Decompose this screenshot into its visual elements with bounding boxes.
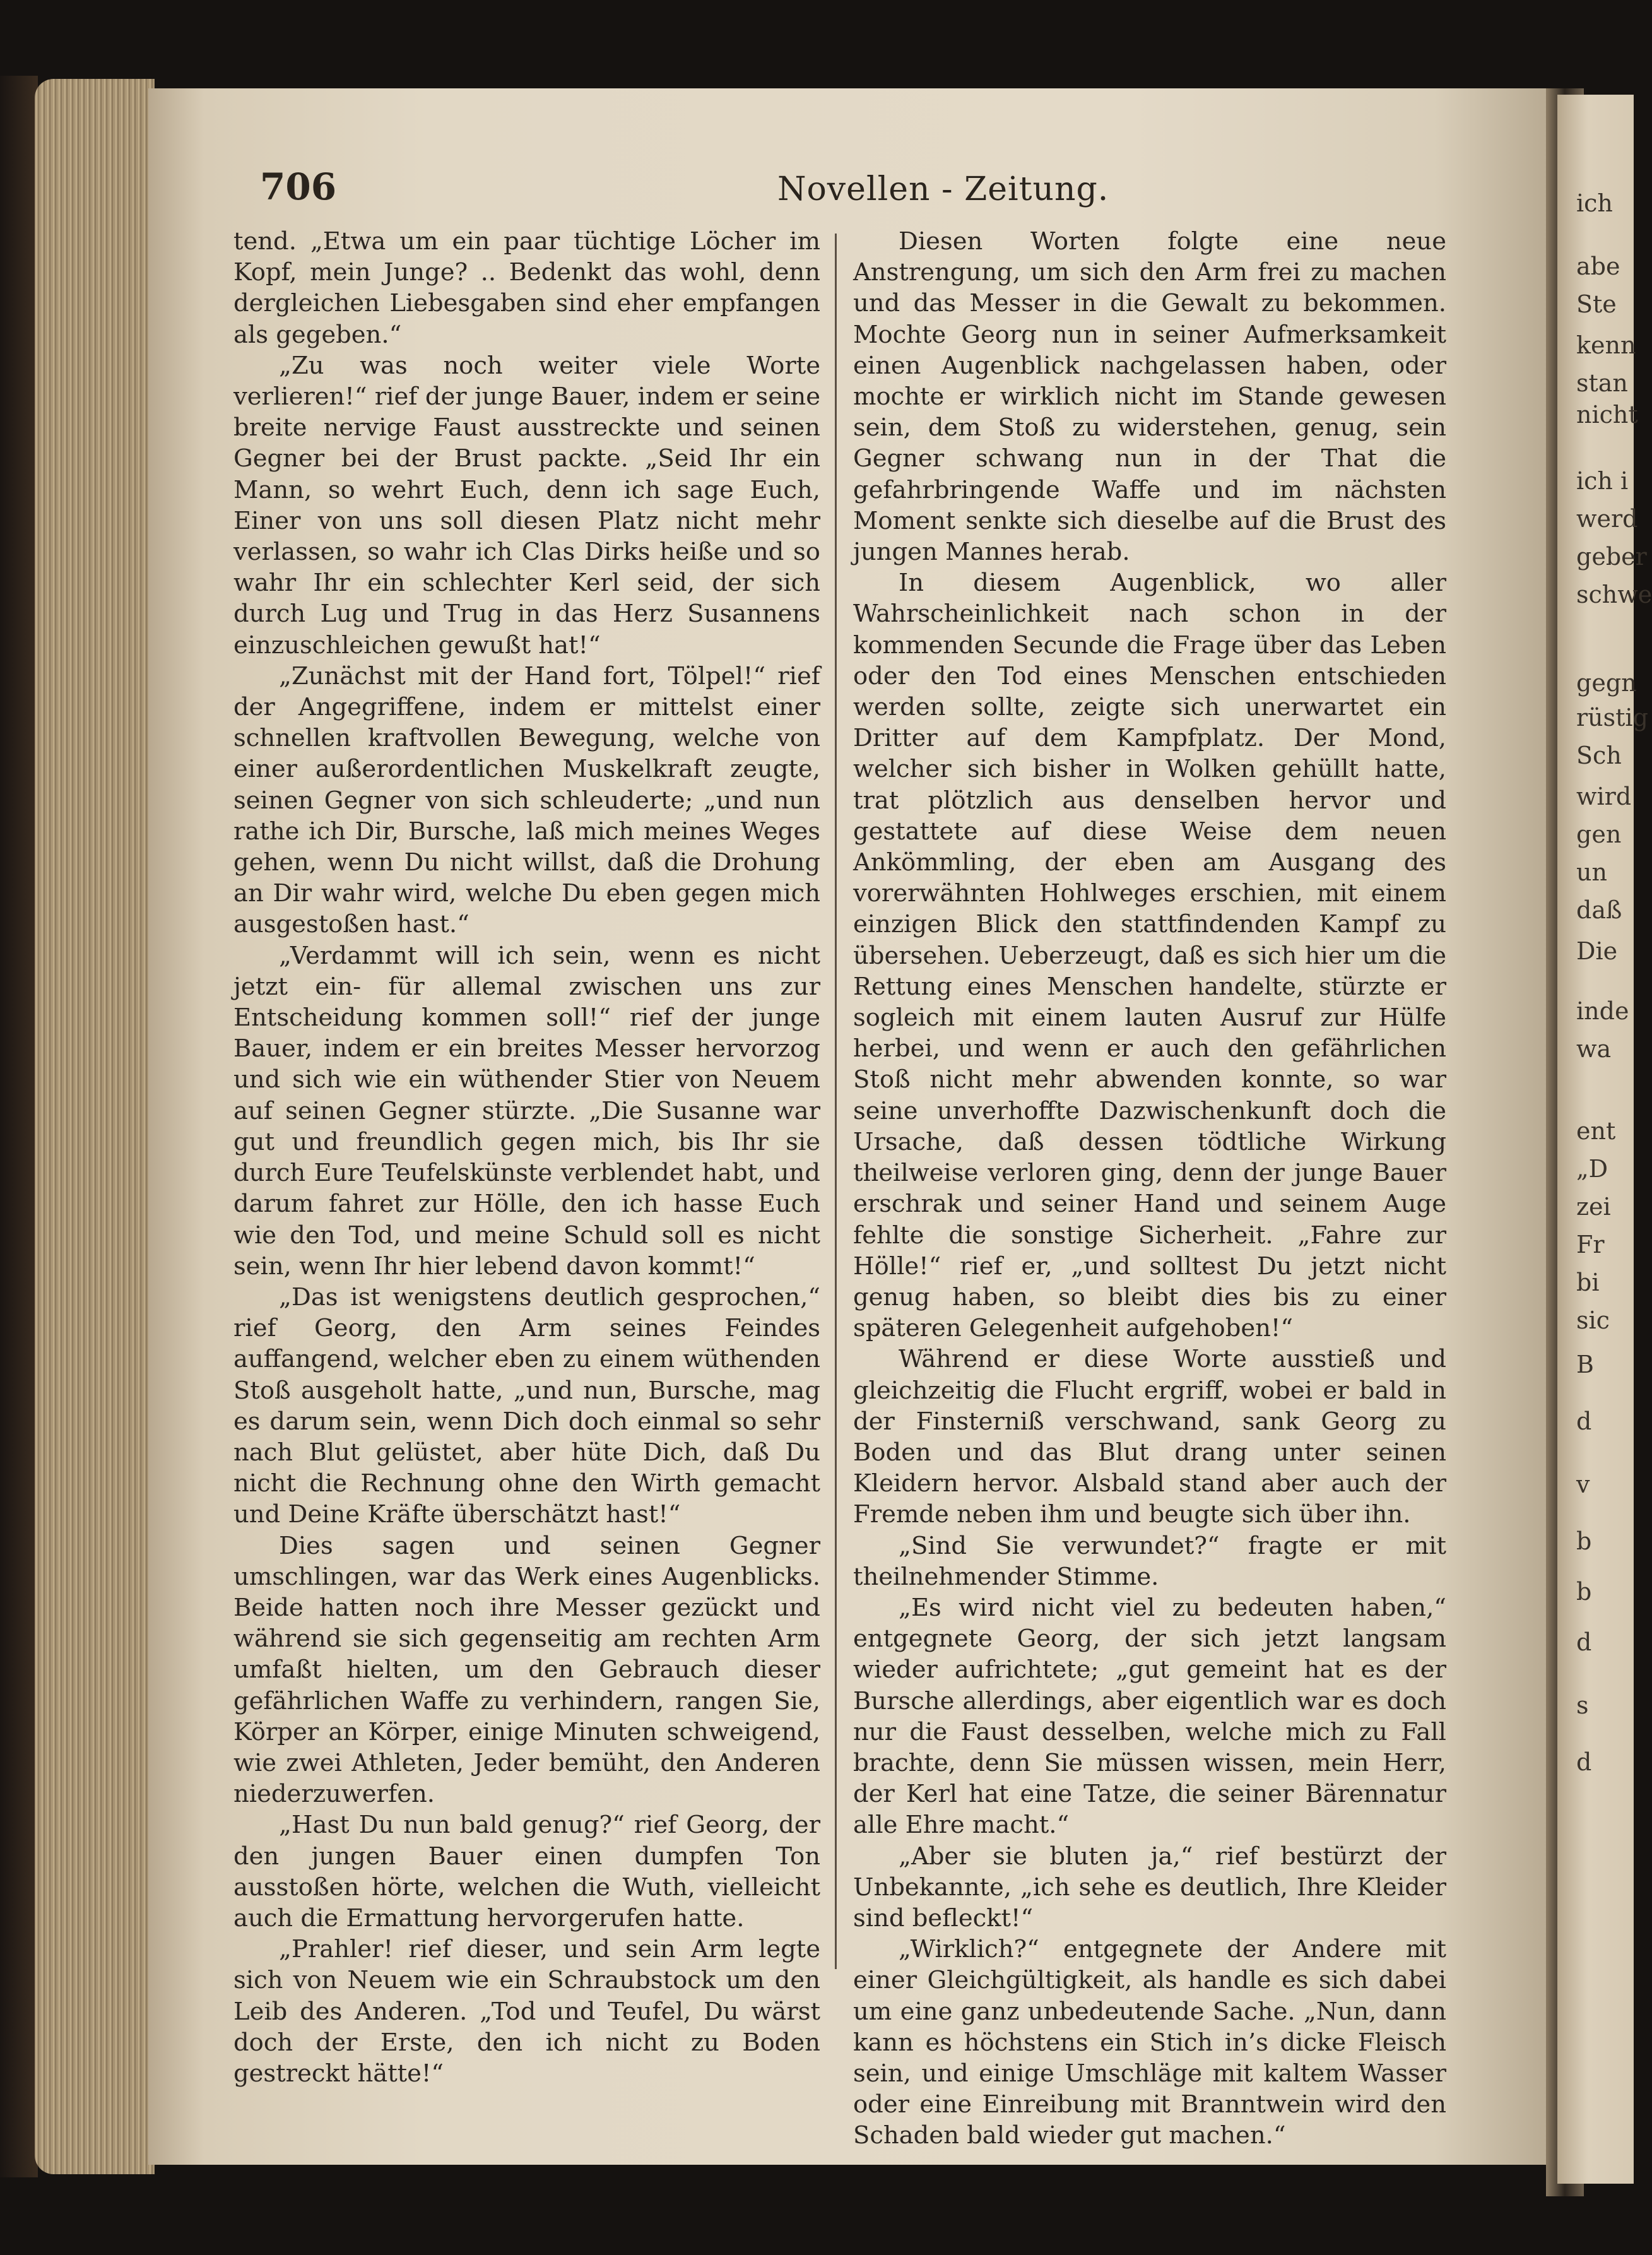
facing-page-fragment: kenn	[1576, 331, 1636, 359]
facing-page	[1557, 95, 1652, 2184]
column-divider	[835, 234, 837, 1969]
facing-page-fragment: nicht	[1576, 401, 1638, 429]
page-header	[260, 165, 1459, 216]
paragraph: „Zu was noch weiter viele Worte verlieren!“ rief der junge Bauer, indem er seine breite nervige Faust ausstreckte und seinen Gegner bei der Brust packte. „Seid Ihr ein Mann, so wehrt Euch, denn ich sage Euch, Einer von uns soll diesen Platz nicht mehr verlassen, so wahr ich Clas Dirks heiße und so wahr Ihr ein schlechter Kerl seid, der sich durch Lug und Trug in das Herz Susannens einzuschleichen gewußt hat!“	[233, 351, 820, 660]
facing-page-fragment: sic	[1576, 1306, 1610, 1334]
paragraph: „Zunächst mit der Hand fort, Tölpel!“ rief der Angegriffene, indem er mittelst einer schnellen kraftvollen Bewegung, welche von einer außerordentlichen Muskelkraft zeugte, seinen Gegner von sich schleuderte; „und nun rathe ich Dir, Bursche, laß mich meines Weges gehen, wenn Du nicht willst, daß die Drohung an Dir wahr wird, welche Du eben gegen mich ausgestoßen hast.“	[233, 661, 820, 939]
facing-page-fragment: schwe	[1576, 581, 1652, 608]
paragraph: „Das ist wenigstens deutlich gesprochen,“ rief Georg, den Arm seines Feindes auffangend, welcher eben zu einem wüthenden Stoß ausgeholt hatte, „und nun, Bursche, mag es darum sein, wenn Dich doch einmal so sehr nach Blut gelüstet, aber hüte Dich, daß Du nicht die Rechnung ohne den Wirth gemacht und Deine Kräfte überschätzt hast!“	[233, 1282, 820, 1529]
facing-page-fragment: ich i	[1576, 467, 1629, 495]
facing-page-fragment: daß	[1576, 896, 1622, 924]
facing-page-fragment: wa	[1576, 1035, 1612, 1063]
text-column-left	[233, 226, 820, 2089]
paragraph: „Sind Sie verwundet?“ fragte er mit theilnehmender Stimme.	[853, 1531, 1446, 1591]
facing-page-fragment: ich	[1576, 189, 1613, 217]
facing-page-fragment: Ste	[1576, 290, 1617, 318]
facing-page-fragment: un	[1576, 858, 1607, 886]
paragraph: „Prahler! rief dieser, und sein Arm legte sich von Neuem wie ein Schraubstock um den Leib des Anderen. „Tod und Teufel, Du wärst doch der Erste, den ich nicht zu Boden gestreckt hätte!“	[233, 1935, 820, 2088]
facing-page-fragment: bi	[1576, 1269, 1600, 1296]
facing-page-fragment: geber	[1576, 543, 1647, 571]
facing-page-fragment: d	[1576, 1628, 1592, 1656]
running-title: Novellen - Zeitung.	[777, 170, 1109, 208]
facing-page-fragment: b	[1576, 1578, 1592, 1606]
paragraph: Während er diese Worte ausstieß und gleichzeitig die Flucht ergriff, wobei er bald in der Finsterniß verschwand, sank Georg zu Boden und das Blut drang unter seinen Kleidern hervor. Alsbald stand aber auch der Fremde neben ihm und beugte sich über ihn.	[853, 1345, 1446, 1529]
facing-page-fragment: wird	[1576, 783, 1632, 810]
facing-page-fragment: gen	[1576, 820, 1622, 848]
facing-page-fragment: abe	[1576, 252, 1620, 280]
paragraph: „Wirklich?“ entgegnete der Andere mit einer Gleichgültigkeit, als handle es sich dabei um eine ganz unbedeutende Sache. „Nun, dann kann es höchstens ein Stich in’s dicke Fleisch sein, und einige Umschläge mit kaltem Wasser oder eine Einreibung mit Branntwein wird den Schaden bald wieder gut machen.“	[853, 1935, 1446, 2150]
facing-page-fragment: Fr	[1576, 1231, 1605, 1258]
book-cover-edge	[0, 76, 38, 2177]
facing-page-fragment: stan	[1576, 369, 1628, 397]
facing-page-fragment: „D	[1576, 1155, 1608, 1183]
facing-page-fragment: rüstig	[1576, 704, 1648, 731]
facing-page-fragment: b	[1576, 1527, 1592, 1555]
text-column-right	[853, 226, 1446, 2151]
facing-page-fragment: gegn	[1576, 669, 1637, 697]
page-edges	[35, 79, 155, 2174]
facing-page-fragment: B	[1576, 1351, 1594, 1378]
facing-page-fragment: s	[1576, 1691, 1589, 1719]
paragraph: Dies sagen und seinen Gegner umschlingen, war das Werk eines Augenblicks. Beide hatten noch ihre Messer gezückt und während sie sich gegenseitig am rechten Arm umfaßt hielten, um den Gebrauch dieser gefährlichen Waffe zu verhindern, rangen Sie, Körper an Körper, einige Minuten schweigend, wie zwei Athleten, Jeder bemüht, den Anderen niederzuwerfen.	[233, 1531, 820, 1809]
paragraph: „Es wird nicht viel zu bedeuten haben,“ entgegnete Georg, der sich jetzt langsam wieder aufrichtete; „gut gemeint hat es der Bursche allerdings, aber eigentlich war es doch nur die Faust desselben, welche mich zu Fall brachte, denn Sie müssen wissen, mein Herr, der Kerl hat eine Tatze, die seiner Bärennatur alle Ehre macht.“	[853, 1593, 1446, 1840]
page-number: 706	[260, 165, 337, 208]
paragraph: tend. „Etwa um ein paar tüchtige Löcher im Kopf, mein Junge? .. Bedenkt das wohl, denn dergleichen Liebesgaben sind eher empfangen als gegeben.“	[233, 227, 820, 349]
facing-page-fragment: v	[1576, 1471, 1590, 1498]
facing-page-fragment: werd	[1576, 505, 1638, 533]
paragraph: In diesem Augenblick, wo aller Wahrscheinlichkeit nach schon in der kommenden Secunde die Frage über das Leben oder den Tod eines Menschen entschieden werden sollte, zeigte sich unerwartet ein Dritter auf dem Kampfplatz. Der Mond, welcher sich bisher in Wolken gehüllt hatte, trat plötzlich aus denselben hervor und gestattete auf diese Weise dem neuen Ankömmling, der eben am Ausgang des vorerwähnten Hohlweges erschien, mit einem einzigen Blick den stattfindenden Kampf zu übersehen. Ueberzeugt, daß es sich hier um die Rettung eines Menschen handelte, stürzte er sogleich mit einem lauten Ausruf zur Hülfe herbei, und wenn er auch den gefährlichen Stoß nicht mehr abwenden konnte, so war seine unverhoffte Dazwischenkunft doch die Ursache, daß dessen tödtliche Wirkung theilweise verloren ging, denn der junge Bauer erschrak und seiner Hand und seinem Auge fehlte die sonstige Sicherheit. „Fahre zur Hölle!“ rief er, „und solltest Du jetzt nicht genug haben, so bleibt dies bis zu einer späteren Gelegenheit aufgehoben!“	[853, 569, 1446, 1343]
paragraph: „Aber sie bluten ja,“ rief bestürzt der Unbekannte, „ich sehe es deutlich, Ihre Kleider sind befleckt!“	[853, 1842, 1446, 1932]
facing-page-fragment: Sch	[1576, 742, 1622, 769]
facing-page-fragment: d	[1576, 1748, 1592, 1776]
paragraph: Diesen Worten folgte eine neue Anstrengung, um sich den Arm frei zu machen und das Messer in die Gewalt zu bekommen. Mochte Georg nun in seiner Aufmerksamkeit einen Augenblick nachgelassen haben, oder mochte er wirklich nicht im Stande gewesen sein, dem Stoß zu widerstehen, genug, sein Gegner schwang nun in der That die gefahrbringende Waffe und im nächsten Moment senkte sich dieselbe auf die Brust des jungen Mannes herab.	[853, 227, 1446, 567]
paragraph: „Verdammt will ich sein, wenn es nicht jetzt ein- für allemal zwischen uns zur Entscheidung kommen soll!“ rief der junge Bauer, indem er ein breites Messer hervorzog und sich wie ein wüthender Stier von Neuem auf seinen Gegner stürzte. „Die Susanne war gut und freundlich gegen mich, bis Ihr sie durch Eure Teufelskünste verblendet habt, und darum fahret zur Hölle, den ich hasse Euch wie den Tod, und meine Schuld soll es nicht sein, wenn Ihr hier lebend davon kommt!“	[233, 941, 820, 1281]
facing-page-fragment: inde	[1576, 997, 1629, 1025]
facing-page-fragment: d	[1576, 1407, 1592, 1435]
facing-page-fragment: zei	[1576, 1193, 1611, 1221]
paragraph: „Hast Du nun bald genug?“ rief Georg, der den jungen Bauer einen dumpfen Ton ausstoßen hörte, welchen die Wuth, vielleicht auch die Ermattung hervorgerufen hatte.	[233, 1811, 820, 1932]
facing-page-fragment: Die	[1576, 937, 1618, 965]
facing-page-fragment: ent	[1576, 1117, 1616, 1145]
